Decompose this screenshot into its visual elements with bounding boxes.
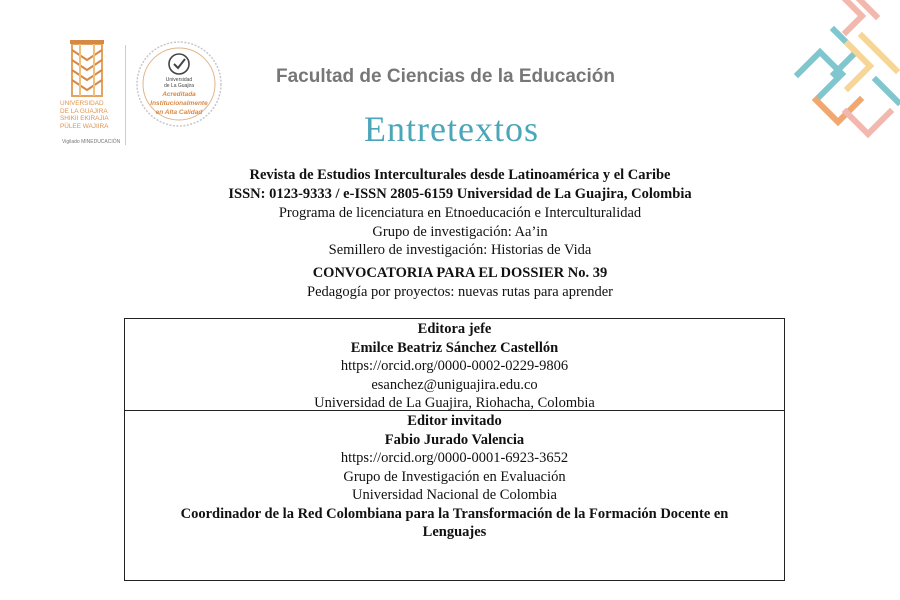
group-line: Grupo de investigación: Aa’in bbox=[372, 223, 548, 240]
journal-info bbox=[120, 166, 800, 301]
editor-chief-orcid: https://orcid.org/0000-0002-0229-9806 bbox=[340, 358, 569, 374]
seal-line: Acreditada bbox=[162, 91, 196, 98]
logo-line: SHIKII EKIRAJIA bbox=[60, 115, 109, 122]
seedbed-line: Semillero de investigación: Historias de Vida bbox=[328, 242, 592, 258]
guest-editor-coordinator: Coordinador de la Red Colombiana para la Transformación de la Formación Docente en Lenguajes bbox=[180, 505, 729, 540]
journal-logo-text: Entretextos bbox=[364, 109, 539, 149]
faculty-title: Facultad de Ciencias de la Educación bbox=[276, 66, 615, 87]
guest-editor-box bbox=[124, 410, 785, 581]
seal-line: en Alta Calidad bbox=[155, 109, 203, 116]
editor-chief-name: Emilce Beatriz Sánchez Castellón bbox=[350, 339, 559, 356]
journal-issn: ISSN: 0123-9333 / e-ISSN 2805-6159 Universidad de La Guajira, Colombia bbox=[228, 186, 692, 202]
seal-line: Universidad bbox=[165, 77, 193, 83]
logo-line: DE LA GUAJIRA bbox=[60, 107, 108, 115]
guest-editor-role: Editor invitado bbox=[407, 413, 502, 429]
journal-subtitle: Revista de Estudios Interculturales desde Latinoamérica y el Caribe bbox=[249, 167, 671, 183]
seal-line: de La Guajira bbox=[163, 83, 195, 89]
decorative-corner-pattern bbox=[786, 0, 900, 150]
guest-editor-name: Fabio Jurado Valencia bbox=[384, 431, 525, 448]
seal-line: Institucionalmente bbox=[150, 100, 208, 107]
guest-editor-group: Grupo de Investigación en Evaluación bbox=[343, 468, 566, 485]
program-line: Programa de licenciatura en Etnoeducación e Interculturalidad bbox=[278, 205, 642, 221]
vigilado-label: Vigilado MINEDUCACIÓN bbox=[62, 139, 121, 145]
seal-text bbox=[143, 77, 215, 116]
guest-editor-orcid: https://orcid.org/0000-0001-6923-3652 bbox=[340, 450, 569, 466]
editor-chief-affiliation: Universidad de La Guajira, Riohacha, Colombia bbox=[314, 395, 595, 411]
editor-chief-role: Editora jefe bbox=[417, 321, 492, 337]
call-title: CONVOCATORIA PARA EL DOSSIER No. 39 bbox=[312, 264, 608, 281]
editor-chief-box bbox=[124, 318, 785, 411]
guest-editor-affiliation: Universidad Nacional de Colombia bbox=[352, 487, 557, 503]
logo-line: UNIVERSIDAD bbox=[60, 100, 104, 107]
editor-chief-email: esanchez@uniguajira.edu.co bbox=[371, 376, 538, 393]
logo-divider bbox=[125, 45, 126, 145]
university-logo-text bbox=[60, 100, 130, 130]
university-logo bbox=[62, 40, 124, 150]
logo-line: PÜLEE WAJIIRA bbox=[60, 122, 109, 130]
call-theme: Pedagogía por proyectos: nuevas rutas para aprender bbox=[307, 283, 613, 300]
